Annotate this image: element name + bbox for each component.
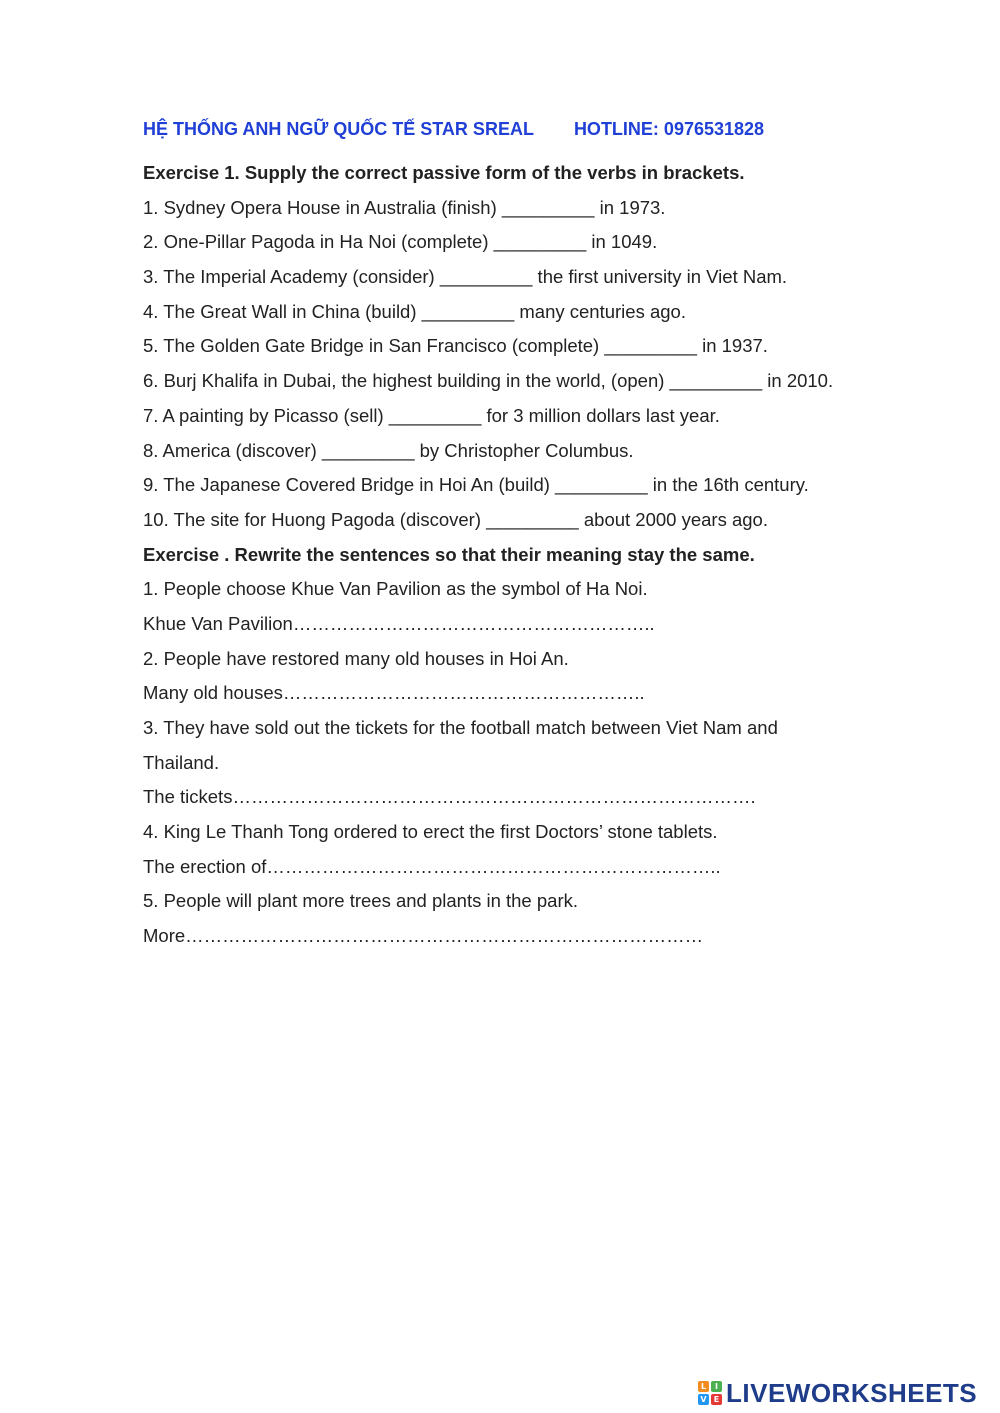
liveworksheets-logo: [698, 1376, 977, 1410]
exercise2-answer-line[interactable]: Many old houses…………………………………………………..: [143, 682, 645, 704]
exercise2-prompt-continued: Thailand.: [143, 751, 220, 773]
exercise2-prompt: 1. People choose Khue Van Pavilion as the symbol of Ha Noi.: [143, 578, 648, 600]
exercise1-item: 3. The Imperial Academy (consider) _________ the first university in Viet Nam.: [143, 266, 788, 288]
exercise2-answer-line[interactable]: The erection of………………………………………………………………..: [143, 855, 721, 877]
header: [143, 114, 943, 144]
exercise2-prompt: 4. King Le Thanh Tong ordered to erect the first Doctors’ stone tablets.: [143, 821, 718, 843]
school-name: HỆ THỐNG ANH NGỮ QUỐC TẾ STAR SREAL: [143, 119, 534, 139]
exercise1-item: 7. A painting by Picasso (sell) _________ for 3 million dollars last year.: [143, 404, 720, 426]
exercise1-title: Exercise 1. Supply the correct passive form of the verbs in brackets.: [143, 162, 745, 183]
worksheet: [143, 114, 943, 954]
exercise1-item: 1. Sydney Opera House in Australia (finish) _________ in 1973.: [143, 196, 666, 218]
exercise2-answer-line[interactable]: More…………………………………………………………………………: [143, 925, 704, 947]
hotline: HOTLINE: 0976531828: [573, 119, 765, 139]
exercise2-prompt: 5. People will plant more trees and plants in the park.: [143, 890, 578, 912]
exercise1-item: 4. The Great Wall in China (build) _________ many centuries ago.: [143, 300, 686, 322]
exercise1-item: 2. One-Pillar Pagoda in Ha Noi (complete) _________ in 1049.: [143, 231, 658, 253]
exercise1-item: 6. Burj Khalifa in Dubai, the highest building in the world, (open) _________ in 2010.: [143, 370, 834, 392]
exercise2-prompt: 2. People have restored many old houses in Hoi An.: [143, 647, 569, 669]
logo-letter-e: E: [711, 1394, 722, 1405]
exercise1-item: 10. The site for Huong Pagoda (discover) _________ about 2000 years ago.: [143, 508, 768, 530]
exercise1-item: 9. The Japanese Covered Bridge in Hoi An (build) _________ in the 16th century.: [143, 474, 809, 496]
exercise1-item: 8. America (discover) _________ by Christopher Columbus.: [143, 439, 634, 461]
liveworksheets-logo-text: LIVEWORKSHEETS: [726, 1377, 978, 1408]
exercise2-prompt: 3. They have sold out the tickets for the football match between Viet Nam and: [143, 717, 778, 738]
logo-letter-i: I: [711, 1381, 722, 1392]
logo-letter-l: L: [698, 1381, 709, 1392]
exercise2-answer-line[interactable]: The tickets………………………………………………………………………….: [143, 786, 756, 808]
exercise1-item: 5. The Golden Gate Bridge in San Francisco (complete) _________ in 1937.: [143, 335, 768, 357]
exercise2-answer-line[interactable]: Khue Van Pavilion…………………………………………………..: [143, 612, 655, 634]
exercise2-title: Exercise . Rewrite the sentences so that their meaning stay the same.: [143, 543, 755, 565]
logo-letter-v: V: [698, 1394, 709, 1405]
liveworksheets-logo-icon: [698, 1381, 722, 1405]
